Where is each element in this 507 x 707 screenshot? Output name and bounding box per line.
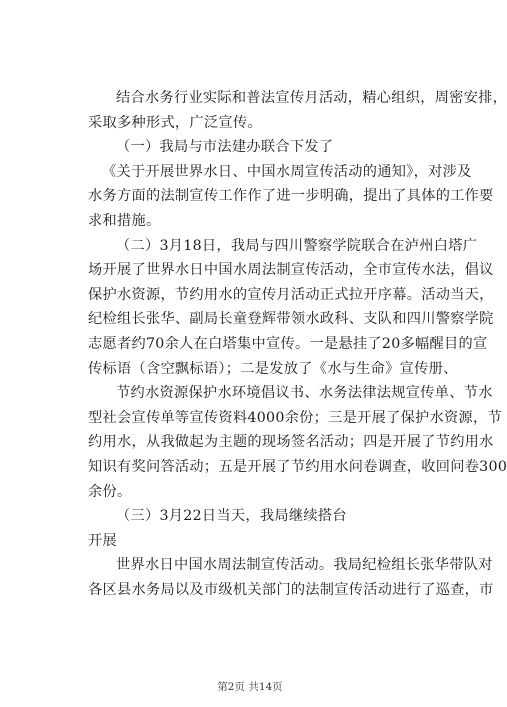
page-number-footer: 第2页 共14页 [217, 681, 283, 693]
paragraph-line: 求和措施。 [88, 212, 161, 229]
paragraph-line: 约用水，从我做起为主题的现场签名活动；四是开展了节约用水 [88, 434, 494, 451]
paragraph-line: 节约水资源保护水环境倡议书、水务法律法规宣传单、节水 [116, 385, 493, 402]
paragraph-line: 传标语（含空飘标语）；二是发放了《水与生命》宣传册、 [88, 360, 458, 377]
paragraph-line: 结合水务行业实际和普法宣传月活动，精心组织，周密安排， [116, 90, 507, 106]
paragraph-line: 保护水资源，节约用水的宣传月活动正式拉开序幕。活动当天， [88, 286, 494, 303]
paragraph-line: 各区县水务局以及市级机关部门的法制宣传活动进行了巡查，市 [88, 581, 494, 598]
paragraph-line: 志愿者约70余人在白塔集中宣传。一是悬挂了20多幅醒目的宣 [88, 335, 488, 352]
paragraph-line: 开展 [88, 532, 117, 549]
section-heading-3: （三）3月22日当天，我局继续搭台 [116, 508, 347, 525]
paragraph-line: 场开展了世界水日中国水周法制宣传活动，全市宣传水法，倡议 [88, 262, 494, 279]
section-heading-2: （二）3月18日，我局与四川警察学院联合在泸州白塔广 [116, 237, 478, 254]
paragraph-line: 余份。 [88, 483, 132, 500]
paragraph-line: 纪检组长张华、副局长童登辉带领水政科、支队和四川警察学院 [88, 311, 494, 328]
paragraph-line: 知识有奖问答活动；五是开展了节约用水问卷调查，收回问卷300 [88, 458, 507, 475]
paragraph-line: 《关于开展世界水日、中国水周宣传活动的通知》，对涉及 [102, 163, 472, 180]
paragraph-line: 型社会宣传单等宣传资料4000余份；三是开展了保护水资源，节 [88, 409, 502, 426]
paragraph-line: 采取多种形式，广泛宣传。 [88, 114, 262, 131]
paragraph-line: 水务方面的法制宣传工作作了进一步明确，提出了具体的工作要 [88, 188, 494, 205]
section-heading-1: （一）我局与市法建办联合下发了 [116, 139, 334, 156]
document-body [88, 88, 507, 604]
paragraph-line: 世界水日中国水周法制宣传活动。我局纪检组长张华带队对 [116, 557, 493, 574]
